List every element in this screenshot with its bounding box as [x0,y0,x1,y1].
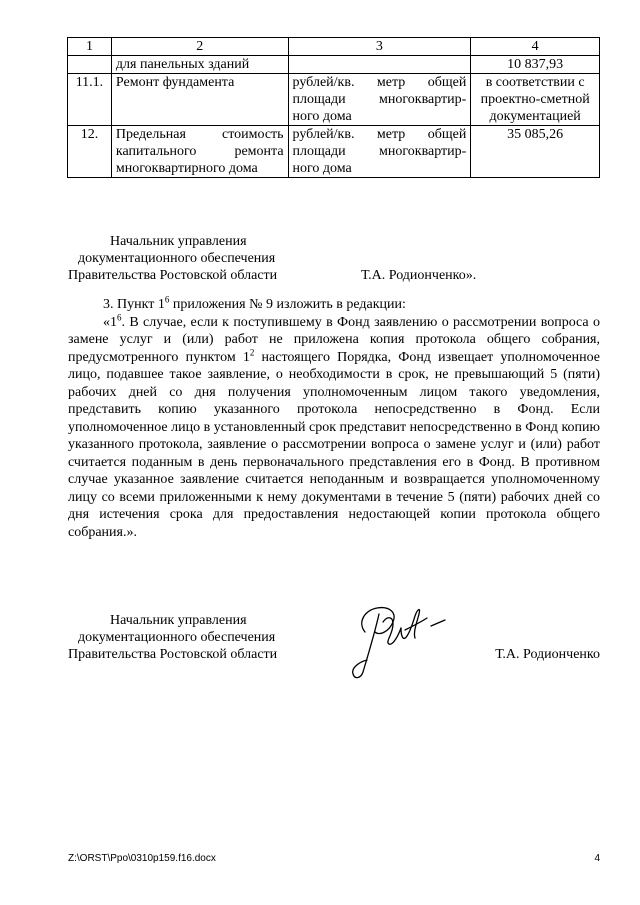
row-unit [288,74,471,126]
heading-text: 3. Пункт 1 [103,297,165,312]
paragraph-superscript: 6 [117,311,122,322]
row-value: 35 085,26 [471,126,600,178]
signer-name: Т.А. Родионченко [495,647,600,662]
row-value [471,74,600,126]
heading-superscript: 6 [164,294,170,305]
signer-title-line: документационного обеспечения [78,630,276,645]
paragraph-text: «1 [103,314,117,330]
header-cell: 1 [68,38,112,56]
row-unit [288,126,471,178]
name-line: капитального ремонта [115,144,284,159]
item-heading [68,296,600,314]
paragraph-text: настоящего Порядка, Фонд извещает уполномоченное лицо, подавшее такое заявление, о необходимости в срок, не превышающий 5 (пяти) рабочих дней со дня получения уполномоченным лицом такого уведомления, представить копию указанного протокола непосредственно в Фонд. Если уполномоченное лицо в установленный срок представит непосредственно в Фонд копию указанного протокола, заявление о рассмотрении вопроса о замене услуг и (или) работ считается поданным в день первоначального представления его в Фонд. В противном случае указанное заявление считается неподанным и возвращается уполномоченному лицу со всеми приложенными к нему документами в течение 5 (пяти) рабочих дней со дня истечения срока для предоставления недостающей копии протокола общего собрания.». [68,349,600,540]
value-line: документацией [489,109,581,124]
heading-text: приложения № 9 изложить в редакции: [169,297,406,312]
name-line: многоквартирного дома [115,161,258,176]
signature-block-2 [68,612,600,672]
page-number: 4 [594,853,600,864]
cost-table [67,37,600,178]
footer-file-path: Z:\ORST\Ppo\0310p159.f16.docx [68,853,216,864]
row-number: 12. [68,126,112,178]
signer-title-line: документационного обеспечения [78,251,276,266]
unit-line: ного дома [292,109,352,124]
amendment-item-3 [68,296,600,541]
row-value: 10 837,93 [471,56,600,74]
item-paragraph [68,311,600,542]
table-row [68,126,600,178]
row-name [111,126,288,178]
row-number: 11.1. [68,74,112,126]
table-header-row [68,38,600,56]
paragraph-text: . В случае, если к поступившему в Фонд заявлению о рассмотрении вопроса о замене услуг и (или) работ не приложена копия протокола общего собрания, предусмотренного пунктом 1 [68,314,600,365]
signer-title-line: Начальник управления [110,613,247,628]
paragraph-superscript: 2 [249,346,255,357]
value-line: проектно-сметной [480,92,590,107]
unit-line: рублей/кв. метр общей [292,75,467,90]
signer-title-line: Правительства Ростовской области [68,647,278,662]
unit-line: площади многоквартир- [292,92,467,107]
table-row [68,56,600,74]
table-row [68,74,600,126]
header-cell: 3 [288,38,471,56]
signer-title-line: Правительства Ростовской области [68,268,278,283]
signer-name: Т.А. Родионченко». [361,268,477,283]
header-cell: 4 [471,38,600,56]
unit-line: ного дома [292,161,352,176]
unit-line: рублей/кв. метр общей [292,127,467,142]
value-line: в соответствии с [485,75,585,90]
header-cell: 2 [111,38,288,56]
row-name: Ремонт фундамента [111,74,288,126]
row-name: для панельных зданий [111,56,288,74]
signer-title-line: Начальник управления [110,234,247,249]
unit-line: площади многоквартир- [292,144,467,159]
row-unit [288,56,471,74]
name-line: Предельная стоимость [115,127,284,142]
row-number [68,56,112,74]
